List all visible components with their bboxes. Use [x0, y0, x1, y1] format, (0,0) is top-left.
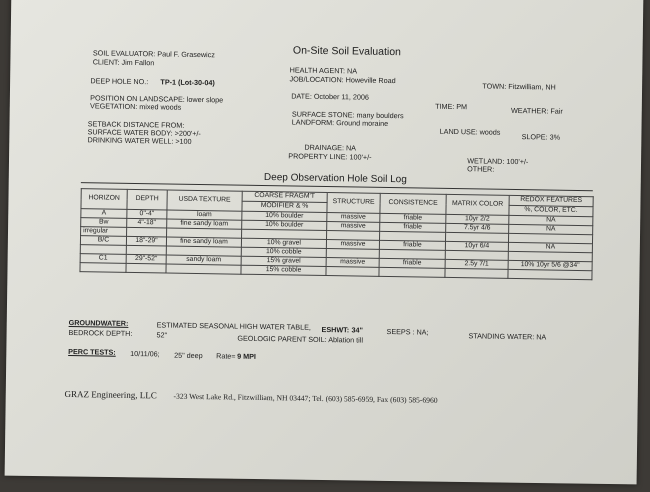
- deep-hole-label: DEEP HOLE NO.:: [90, 76, 149, 87]
- header-consistence: CONSISTENCE: [380, 193, 446, 214]
- header-texture: USDA TEXTURE: [167, 190, 242, 211]
- header-matrix: MATRIX COLOR: [446, 194, 509, 215]
- cell-coarse: 10% gravel: [241, 238, 326, 248]
- company-name: GRAZ Engineering, LLC: [64, 388, 157, 401]
- cell-horizon: C1: [80, 254, 126, 264]
- perc-tests-label: PERC TESTS:: [68, 346, 116, 357]
- surface-water-body: SURFACE WATER BODY: >200'+/-: [87, 127, 201, 139]
- cell-structure: massive: [327, 222, 380, 232]
- cell-structure: [326, 267, 379, 277]
- setback-distance: SETBACK DISTANCE FROM:: [87, 119, 185, 130]
- header-coarse: COARSE FRAGM'T: [242, 191, 327, 202]
- eshwt-value: 34": [351, 325, 364, 335]
- cell-consistence: friable: [380, 213, 446, 223]
- client: CLIENT: Jim Fallon: [92, 57, 155, 68]
- soil-evaluator: SOIL EVALUATOR: Paul F. Grasewicz: [92, 48, 215, 60]
- cell-matrix: 10yr 6/4: [445, 241, 508, 251]
- perc-depth: 25" deep: [174, 350, 203, 361]
- cell-matrix: [445, 268, 508, 278]
- property-line: PROPERTY LINE: 100'+/-: [288, 151, 372, 162]
- cell-coarse: 10% cobble: [241, 247, 326, 257]
- standing-water: STANDING WATER: NA: [468, 331, 547, 342]
- parent-soil: GEOLOGIC PARENT SOIL: Ablation till: [237, 333, 364, 345]
- seeps: SEEPS : NA;: [386, 326, 429, 337]
- cell-coarse: 10% boulder: [242, 220, 327, 230]
- cell-horizon: A: [81, 209, 127, 219]
- position-on-landscape: POSITION ON LANDSCAPE: lower slope: [90, 93, 224, 105]
- wetland: WETLAND: 100'+/-: [467, 156, 529, 167]
- soil-log-title: Deep Observation Hole Soil Log: [263, 172, 407, 186]
- cell-redox: NA: [509, 215, 593, 225]
- drainage: DRAINAGE: NA: [304, 142, 357, 153]
- other: OTHER:: [467, 164, 495, 174]
- cell-texture: [166, 264, 241, 274]
- header-depth: DEPTH: [127, 189, 167, 210]
- cell-matrix: 10yr 2/2: [446, 214, 509, 224]
- header-coarse-sub: MODIFIER & %: [242, 201, 327, 212]
- landform: LANDFORM: Ground moraine: [291, 117, 389, 128]
- cell-texture: sandy loam: [166, 255, 241, 265]
- cell-consistence: friable: [379, 240, 445, 250]
- cell-depth: 18"-29": [126, 236, 166, 246]
- weather: WEATHER: Fair: [510, 105, 563, 116]
- cell-depth: [126, 263, 166, 273]
- cell-horizon: irregular: [81, 227, 127, 237]
- cell-texture: fine sandy loam: [166, 237, 241, 247]
- cell-horizon: B/C: [80, 236, 126, 246]
- perc-rate-value: 9 MPI: [237, 351, 257, 361]
- eshwt-label: ESHWT:: [321, 324, 350, 335]
- drinking-water-well: DRINKING WATER WELL: >100: [87, 135, 192, 146]
- header-redox: REDOX FEATURES: [509, 195, 593, 206]
- cell-redox: NA: [509, 224, 593, 234]
- cell-consistence: friable: [379, 258, 445, 268]
- cell-horizon: Bw: [81, 218, 127, 228]
- perc-date: 10/11/06;: [130, 348, 160, 359]
- bedrock-label: BEDROCK DEPTH:: [68, 327, 133, 338]
- table-header-row: [81, 189, 593, 207]
- health-agent: HEALTH AGENT: NA: [289, 65, 358, 76]
- cell-matrix: 2.5y 7/1: [445, 259, 508, 269]
- cell-depth: 29"-52": [126, 254, 166, 264]
- header-redox-sub: %, COLOR, ETC.: [509, 205, 593, 216]
- time: TIME: PM: [435, 101, 468, 112]
- cell-texture: fine sandy loam: [167, 219, 242, 229]
- cell-consistence: friable: [380, 222, 446, 232]
- cell-coarse: 10% boulder: [242, 211, 327, 221]
- cell-structure: massive: [326, 258, 379, 268]
- company-address: -323 West Lake Rd., Fitzwilliam, NH 03447; Tel. (603) 585-6959, Fax (603) 585-6960: [173, 391, 438, 405]
- cell-depth: 4"-18": [127, 218, 167, 228]
- date: DATE: October 11, 2006: [291, 91, 369, 102]
- vegetation: VEGETATION: mixed woods: [90, 101, 182, 112]
- cell-texture: loam: [167, 210, 242, 220]
- cell-matrix: 7.5yr 4/6: [446, 223, 509, 233]
- cell-structure: massive: [327, 213, 380, 223]
- cell-coarse: 15% cobble: [241, 265, 326, 275]
- deep-hole-value: TP-1 (Lot-30-04): [160, 77, 215, 88]
- groundwater-label: GROUNDWATER:: [68, 317, 129, 328]
- surface-stone: SURFACE STONE: many boulders: [291, 109, 404, 121]
- job-location: JOB/LOCATION: Howeville Road: [289, 74, 396, 86]
- bedrock-value: 52": [156, 330, 168, 340]
- perc-rate-label: Rate=: [216, 351, 236, 361]
- header-structure: STRUCTURE: [327, 193, 380, 214]
- cell-redox: [508, 269, 592, 279]
- soil-log-table: [79, 188, 593, 280]
- cell-horizon: [80, 263, 126, 273]
- land-use: LAND USE: woods: [439, 126, 501, 137]
- cell-redox: NA: [508, 242, 592, 252]
- document-title: On-Site Soil Evaluation: [292, 44, 402, 59]
- cell-consistence: [379, 267, 445, 277]
- cell-redox: 10% 10yr 5/6 @34": [508, 260, 592, 270]
- cell-structure: massive: [326, 240, 379, 250]
- groundwater-text: ESTIMATED SEASONAL HIGH WATER TABLE,: [156, 320, 311, 332]
- header-horizon: HORIZON: [81, 189, 127, 210]
- cell-coarse: 15% gravel: [241, 256, 326, 266]
- town: TOWN: Fitzwilliam, NH: [482, 81, 556, 92]
- slope: SLOPE: 3%: [521, 132, 561, 142]
- cell-depth: 0"-4": [127, 209, 167, 219]
